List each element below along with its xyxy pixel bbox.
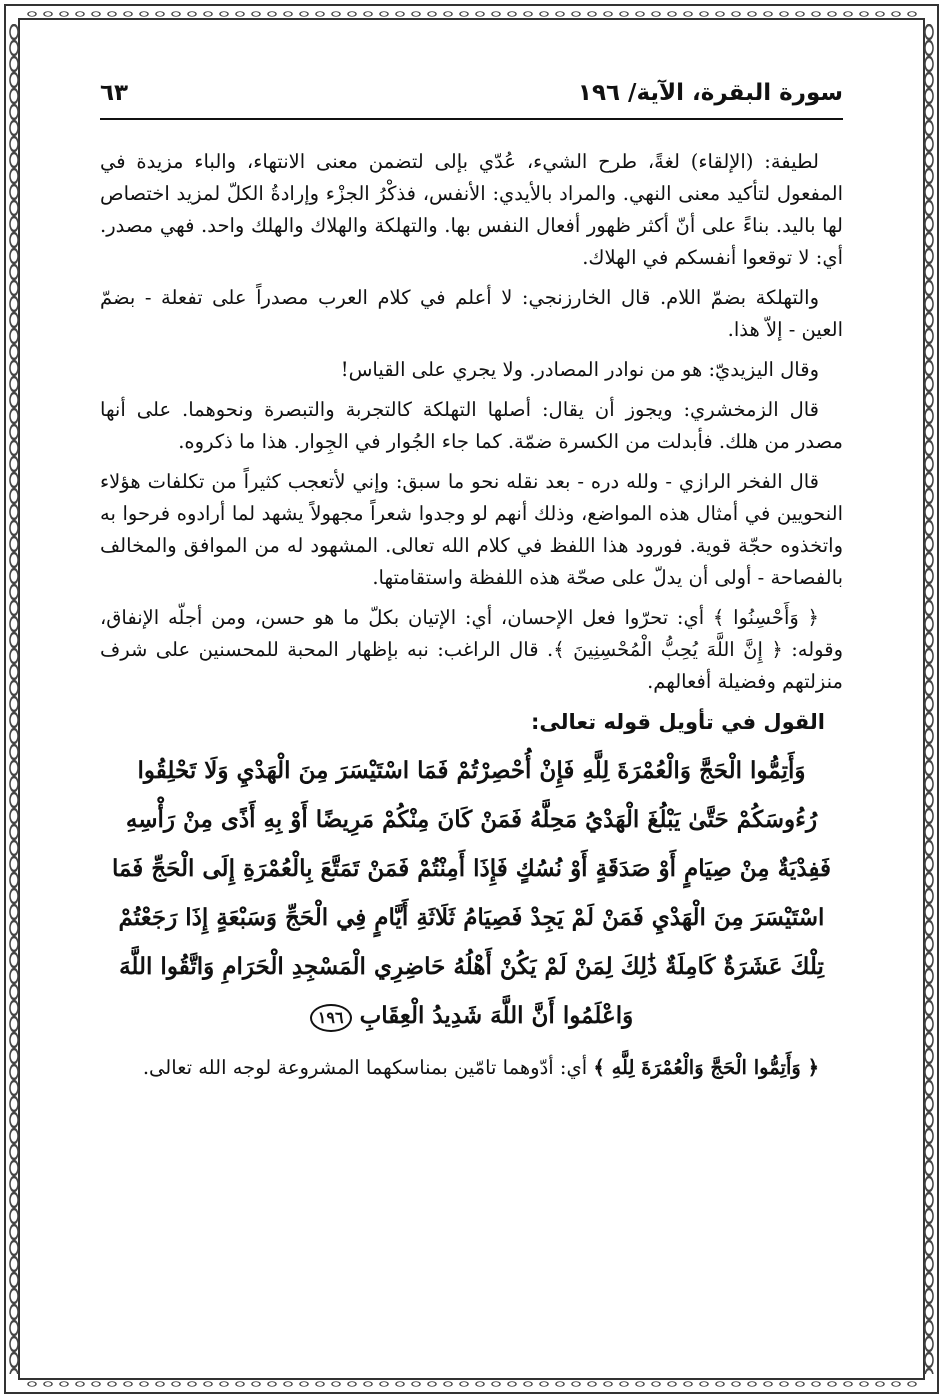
quran-verse-text: وَأَتِمُّوا الْحَجَّ وَالْعُمْرَةَ لِلَّهِ فَإِنْ أُحْصِرْتُمْ فَمَا اسْتَيْسَرَ مِنَ الْهَدْيِ وَلَا تَحْلِقُوا رُءُوسَكُمْ حَتَّىٰ يَبْلُغَ الْهَدْيُ مَحِلَّهُ فَمَنْ كَانَ مِنْكُمْ مَرِيضًا أَوْ بِهِ أَذًى مِنْ رَأْسِهِ فَفِدْيَةٌ مِنْ صِيَامٍ أَوْ صَدَقَةٍ أَوْ نُسُكٍ فَإِذَا أَمِنْتُمْ فَمَنْ تَمَتَّعَ بِالْعُمْرَةِ إِلَى الْحَجِّ فَمَا اسْتَيْسَرَ مِنَ الْهَدْيِ فَمَنْ لَمْ يَجِدْ فَصِيَامُ ثَلَاثَةِ أَيَّامٍ فِي الْحَجِّ وَسَبْعَةٍ إِذَا رَجَعْتُمْ تِلْكَ عَشَرَةٌ كَامِلَةٌ ذَٰلِكَ لِمَنْ لَمْ يَكُنْ أَهْلُهُ حَاضِرِي الْمَسْجِدِ الْحَرَامِ وَاتَّقُوا اللَّهَ وَاعْلَمُوا أَنَّ اللَّهَ شَدِيدُ الْعِقَابِ [111, 757, 832, 1029]
page-header [100, 78, 843, 120]
paragraph-ahsinu: ﴿ وَأَحْسِنُوا ﴾ أي: تحرّوا فعل الإحسان، أي: الإتيان بكلّ ما هو حسن، ومن أجلّه الإنفاق، وقوله: ﴿ إِنَّ اللَّهَ يُحِبُّ الْمُحْسِنِينَ ﴾. قال الراغب: نبه بإظهار المحبة للمحسنين على شرف منزلتهم وفضيلة أفعالهم. [100, 606, 843, 693]
paragraph-latifa: لطيفة: (الإلقاء) لغةً، طرح الشيء، عُدّي بإلى لتضمن معنى الانتهاء، والباء مزيدة في المفعول لتأكيد معنى النهي. والمراد بالأيدي: الأنفس، فذكْرُ الجزْء وإرادةُ الكلّ لمزيد اختصاص لها باليد. بناءً على أنّ أكثر ظهور أفعال النفس بها. والتهلكة والهلاك والهلك واحد. فهي مصدر. أي: لا توقعوا أنفسكم في الهلاك. [100, 150, 843, 269]
page-number: ٦٣ [100, 80, 129, 106]
paragraph-yazidi: وقال اليزيديّ: هو من نوادر المصادر. ولا يجري على القياس! [340, 358, 819, 381]
ayah-number-marker: ١٩٦ [310, 1004, 352, 1032]
verse-quote: ﴿ وَأَتِمُّوا الْحَجَّ وَالْعُمْرَةَ لِلَّهِ ﴾ [593, 1056, 819, 1079]
paragraph-tahluka: والتهلكة بضمّ اللام. قال الخارزنجي: لا أعلم في كلام العرب مصدراً على تفعلة - بضمّ العين - إلاّ هذا. [100, 286, 843, 341]
verse-commentary: أي: أدّوهما تامّين بمناسكهما المشروعة لوجه الله تعالى. [142, 1056, 588, 1079]
paragraph-razi: قال الفخر الرازي - ولله دره - بعد نقله نحو ما سبق: وإني لأتعجب كثيراً من تكلفات هؤلاء النحويين في أمثال هذه المواضع، وذلك أنهم لو وجدوا شعراً مجهولاً يشهد لما أرادوه فرحوا به واتخذوه حجّة قوية. فورود هذا اللفظ في كلام الله تعالى. المشهود له من الموافق والمخالف بالفصاحة - أولى أن يدلّ على صحّة هذه اللفظة واستقامتها. [100, 470, 843, 589]
running-title: سورة البقرة، الآية/ ١٩٦ [577, 80, 843, 106]
ornament-border-top [24, 8, 919, 20]
section-heading: القول في تأويل قوله تعالى: [531, 710, 825, 734]
ornament-border-right [923, 24, 935, 1374]
quran-verse-block [100, 746, 843, 1040]
ornament-border-left [8, 24, 20, 1374]
page-body [100, 146, 843, 1092]
paragraph-zamakhshari: قال الزمخشري: ويجوز أن يقال: أصلها التهلكة كالتجربة والتبصرة ونحوهما. على أنها مصدر من هلك. فأبدلت من الكسرة ضمّة. كما جاء الجُوار في الجِوار. هذا ما ذكروه. [100, 398, 843, 453]
ornament-border-bottom [24, 1378, 919, 1390]
paragraph-final [100, 1052, 843, 1084]
